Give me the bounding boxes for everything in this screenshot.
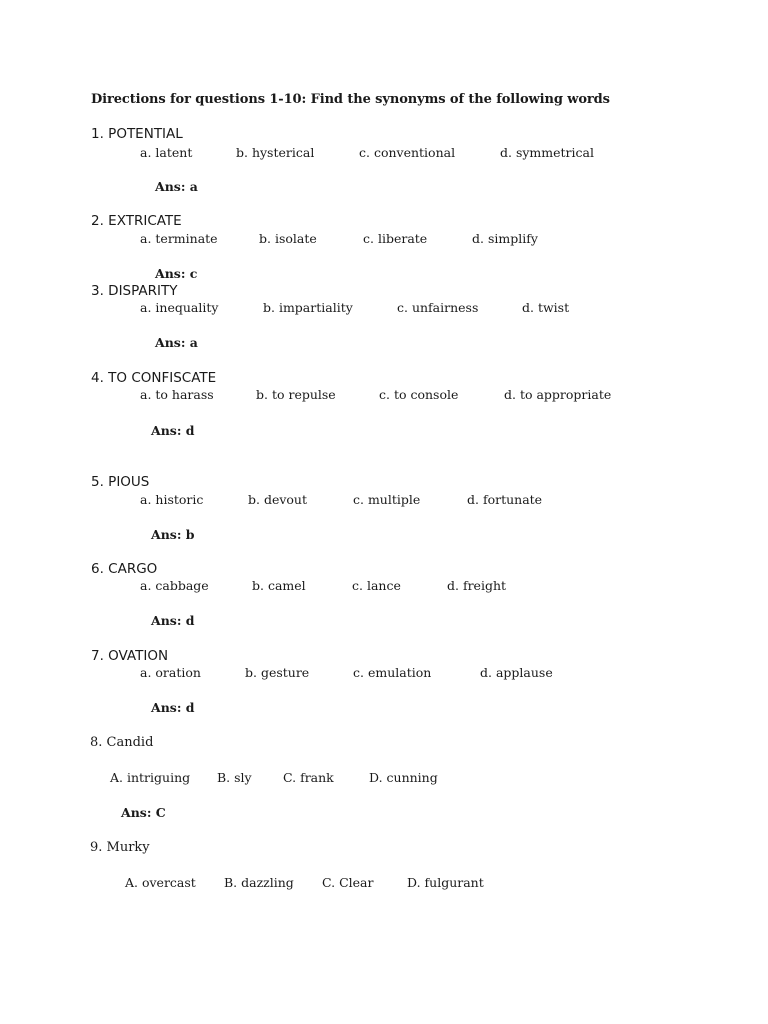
question-2-option-b: b. isolate — [259, 231, 317, 246]
question-7-option-c: c. emulation — [353, 665, 432, 680]
question-4-option-d: d. to appropriate — [504, 387, 612, 402]
question-8-text: 8. Candid — [90, 735, 154, 750]
question-4-answer: Ans: d — [151, 423, 195, 438]
question-2-text: 2. EXTRICATE — [91, 213, 182, 229]
question-4-text: 4. TO CONFISCATE — [91, 370, 217, 386]
question-9-option-b: B. dazzling — [224, 875, 294, 890]
question-1-text: 1. POTENTIAL — [91, 126, 183, 142]
question-6-answer: Ans: d — [151, 613, 195, 628]
question-3-option-d: d. twist — [522, 300, 570, 315]
question-5-option-d: d. fortunate — [467, 492, 543, 507]
question-3-text: 3. DISPARITY — [91, 283, 178, 299]
question-7-option-d: d. applause — [480, 665, 553, 680]
question-3-option-a: a. inequality — [140, 300, 219, 315]
question-7-option-b: b. gesture — [245, 665, 310, 680]
question-2-option-a: a. terminate — [140, 231, 218, 246]
question-2-answer: Ans: c — [155, 266, 198, 281]
question-4-option-a: a. to harass — [140, 387, 214, 402]
directions-heading: Directions for questions 1-10: Find the synonyms of the following words — [91, 92, 610, 107]
question-5-option-b: b. devout — [248, 492, 308, 507]
question-5-option-a: a. historic — [140, 492, 204, 507]
question-8-option-a: A. intriguing — [110, 770, 191, 785]
question-3-option-b: b. impartiality — [263, 300, 353, 315]
question-1-option-b: b. hysterical — [236, 145, 315, 160]
question-5-text: 5. PIOUS — [91, 474, 150, 490]
question-7-text: 7. OVATION — [91, 648, 169, 664]
question-8-option-c: C. frank — [283, 770, 334, 785]
question-8-option-b: B. sly — [217, 770, 252, 785]
question-3-option-c: c. unfairness — [397, 300, 479, 315]
question-6-option-b: b. camel — [252, 578, 306, 593]
question-6-option-c: c. lance — [352, 578, 401, 593]
question-6-option-a: a. cabbage — [140, 578, 209, 593]
question-1-option-c: c. conventional — [359, 145, 456, 160]
question-5-option-c: c. multiple — [353, 492, 421, 507]
question-1-option-a: a. latent — [140, 145, 193, 160]
question-8-option-d: D. cunning — [369, 770, 438, 785]
question-4-option-c: c. to console — [379, 387, 459, 402]
question-3-answer: Ans: a — [155, 335, 198, 350]
question-2-option-d: d. simplify — [472, 231, 538, 246]
question-6-text: 6. CARGO — [91, 561, 158, 577]
question-7-answer: Ans: d — [151, 700, 195, 715]
question-7-option-a: a. oration — [140, 665, 201, 680]
question-9-option-a: A. overcast — [125, 875, 196, 890]
question-9-option-d: D. fulgurant — [407, 875, 484, 890]
question-1-answer: Ans: a — [155, 179, 198, 194]
question-9-text: 9. Murky — [90, 840, 150, 855]
question-4-option-b: b. to repulse — [256, 387, 336, 402]
question-1-option-d: d. symmetrical — [500, 145, 594, 160]
question-5-answer: Ans: b — [151, 527, 195, 542]
question-9-option-c: C. Clear — [322, 875, 374, 890]
question-2-option-c: c. liberate — [363, 231, 428, 246]
question-6-option-d: d. freight — [447, 578, 507, 593]
question-8-answer: Ans: C — [121, 805, 166, 820]
